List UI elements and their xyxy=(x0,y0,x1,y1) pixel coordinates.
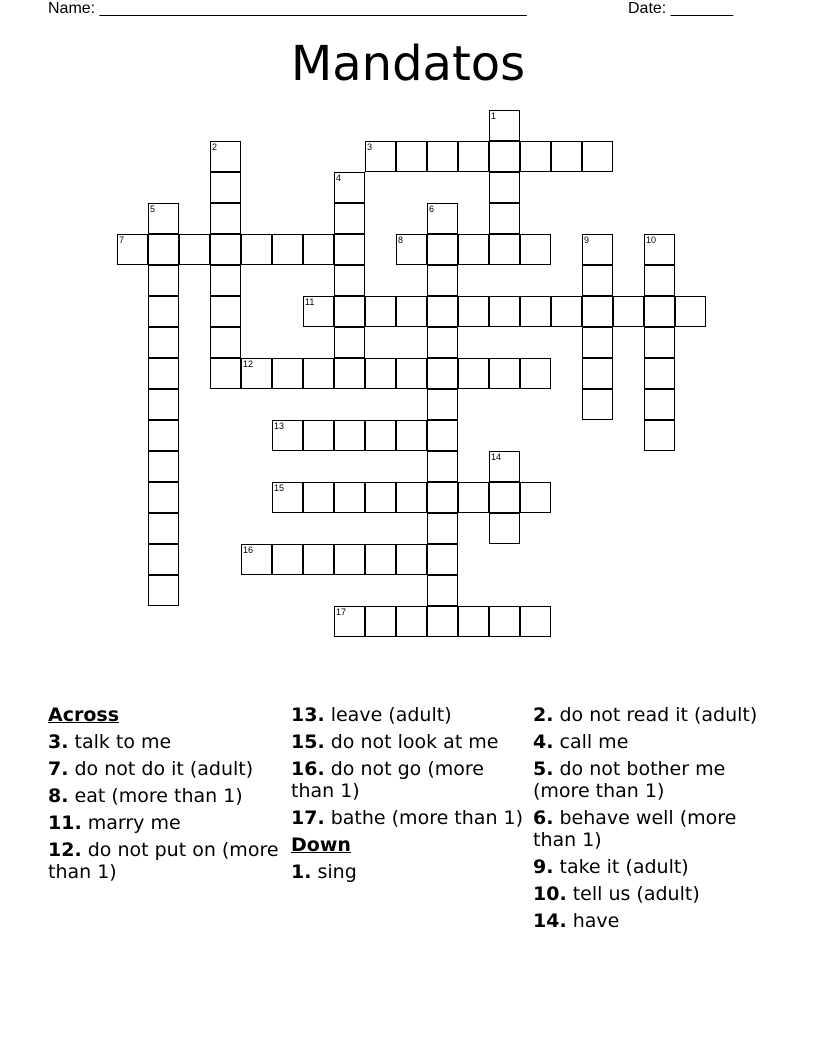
grid-cell[interactable] xyxy=(334,234,365,265)
clue-down-4: 4. call me xyxy=(533,731,629,753)
grid-cell[interactable] xyxy=(396,606,427,637)
grid-cell[interactable] xyxy=(427,420,458,451)
grid-cell[interactable] xyxy=(334,544,365,575)
cell-number: 6 xyxy=(429,204,435,214)
grid-cell[interactable] xyxy=(148,482,179,513)
cell-number: 13 xyxy=(274,421,285,431)
grid-cell[interactable] xyxy=(272,358,303,389)
grid-cell[interactable] xyxy=(241,544,272,575)
cell-number: 11 xyxy=(305,297,315,307)
grid-cell[interactable] xyxy=(489,451,520,482)
grid-cell[interactable] xyxy=(303,234,334,265)
grid-cell[interactable] xyxy=(427,327,458,358)
cell-number: 10 xyxy=(646,235,657,245)
clue-across-16: 16. do not go (more than 1) xyxy=(291,758,484,802)
grid-cell[interactable] xyxy=(365,358,396,389)
grid-cell[interactable] xyxy=(644,265,675,296)
cell-number: 17 xyxy=(336,607,347,617)
grid-cell[interactable] xyxy=(117,234,148,265)
grid-cell[interactable] xyxy=(210,358,241,389)
grid-cell[interactable] xyxy=(458,234,489,265)
grid-cell[interactable] xyxy=(334,327,365,358)
grid-cell[interactable] xyxy=(365,141,396,172)
grid-cell[interactable] xyxy=(520,358,551,389)
grid-cell[interactable] xyxy=(303,358,334,389)
grid-cell[interactable] xyxy=(582,265,613,296)
grid-cell[interactable] xyxy=(148,234,179,265)
grid-cell[interactable] xyxy=(396,296,427,327)
cell-number: 7 xyxy=(119,235,125,245)
grid-cell[interactable] xyxy=(334,172,365,203)
grid-cell[interactable] xyxy=(148,513,179,544)
grid-cell[interactable] xyxy=(427,358,458,389)
grid-cell[interactable] xyxy=(489,358,520,389)
clue-across-3: 3. talk to me xyxy=(48,731,172,753)
down-heading: Down xyxy=(291,834,351,856)
grid-cell[interactable] xyxy=(427,203,458,234)
clue-down-10: 10. tell us (adult) xyxy=(533,883,700,905)
grid-cell[interactable] xyxy=(210,172,241,203)
grid-cell[interactable] xyxy=(210,141,241,172)
cell-number: 14 xyxy=(491,452,502,462)
grid-cell[interactable] xyxy=(489,141,520,172)
grid-cell[interactable] xyxy=(427,575,458,606)
grid-cell[interactable] xyxy=(489,172,520,203)
grid-cell[interactable] xyxy=(334,203,365,234)
grid-cell[interactable] xyxy=(644,234,675,265)
clue-column-2 xyxy=(291,704,527,888)
cell-number: 9 xyxy=(584,235,590,245)
grid-cell[interactable] xyxy=(458,358,489,389)
cell-number: 3 xyxy=(367,142,373,152)
grid-cell[interactable] xyxy=(334,296,365,327)
grid-cell[interactable] xyxy=(582,296,613,327)
grid-cell[interactable] xyxy=(489,513,520,544)
grid-cell[interactable] xyxy=(148,296,179,327)
grid-cell[interactable] xyxy=(644,296,675,327)
cell-number: 4 xyxy=(336,173,342,183)
grid-cell[interactable] xyxy=(334,482,365,513)
grid-cell[interactable] xyxy=(210,265,241,296)
grid-cell[interactable] xyxy=(458,141,489,172)
grid-cell[interactable] xyxy=(582,234,613,265)
grid-cell[interactable] xyxy=(489,203,520,234)
grid-cell[interactable] xyxy=(365,544,396,575)
grid-cell[interactable] xyxy=(551,141,582,172)
clue-down-2: 2. do not read it (adult) xyxy=(533,704,758,726)
clue-across-13: 13. leave (adult) xyxy=(291,704,452,726)
grid-cell[interactable] xyxy=(396,420,427,451)
grid-cell[interactable] xyxy=(272,544,303,575)
grid-cell[interactable] xyxy=(148,265,179,296)
grid-cell[interactable] xyxy=(582,141,613,172)
grid-cell[interactable] xyxy=(148,203,179,234)
cell-number: 15 xyxy=(274,483,285,493)
grid-cell[interactable] xyxy=(396,234,427,265)
grid-cell[interactable] xyxy=(303,482,334,513)
grid-cell[interactable] xyxy=(334,265,365,296)
cell-number: 2 xyxy=(212,142,218,152)
grid-cell[interactable] xyxy=(148,544,179,575)
clue-down-14: 14. have xyxy=(533,910,620,932)
grid-cell[interactable] xyxy=(427,513,458,544)
grid-cell[interactable] xyxy=(489,234,520,265)
clue-down-5: 5. do not bother me (more than 1) xyxy=(533,758,726,802)
grid-cell[interactable] xyxy=(644,358,675,389)
grid-cell[interactable] xyxy=(644,420,675,451)
grid-cell[interactable] xyxy=(427,544,458,575)
grid-cell[interactable] xyxy=(551,296,582,327)
grid-cell[interactable] xyxy=(272,234,303,265)
grid-cell[interactable] xyxy=(365,420,396,451)
grid-cell[interactable] xyxy=(210,296,241,327)
grid-cell[interactable] xyxy=(675,296,706,327)
clue-across-11: 11. marry me xyxy=(48,812,181,834)
grid-cell[interactable] xyxy=(458,606,489,637)
grid-cell[interactable] xyxy=(427,389,458,420)
grid-cell[interactable] xyxy=(334,358,365,389)
clue-down-6: 6. behave well (more than 1) xyxy=(533,807,737,851)
grid-cell[interactable] xyxy=(396,544,427,575)
clue-across-12: 12. do not put on (more than 1) xyxy=(48,839,279,883)
grid-cell[interactable] xyxy=(210,234,241,265)
grid-cell[interactable] xyxy=(520,141,551,172)
grid-cell[interactable] xyxy=(396,482,427,513)
clue-column-3 xyxy=(533,704,769,937)
clue-across-7: 7. do not do it (adult) xyxy=(48,758,254,780)
grid-cell[interactable] xyxy=(334,606,365,637)
name-field[interactable]: Name: ________________________________________________ xyxy=(48,0,527,17)
clue-across-17: 17. bathe (more than 1) xyxy=(291,807,524,829)
grid-cell[interactable] xyxy=(210,327,241,358)
grid-cell[interactable] xyxy=(489,606,520,637)
grid-cell[interactable] xyxy=(179,234,210,265)
grid-cell[interactable] xyxy=(148,389,179,420)
grid-cell[interactable] xyxy=(365,482,396,513)
grid-cell[interactable] xyxy=(520,606,551,637)
cell-number: 16 xyxy=(243,545,254,555)
grid-cell[interactable] xyxy=(644,389,675,420)
grid-cell[interactable] xyxy=(520,482,551,513)
grid-cell[interactable] xyxy=(582,358,613,389)
clue-across-8: 8. eat (more than 1) xyxy=(48,785,243,807)
grid-cell[interactable] xyxy=(148,420,179,451)
grid-cell[interactable] xyxy=(520,234,551,265)
grid-cell[interactable] xyxy=(427,141,458,172)
grid-cell[interactable] xyxy=(365,606,396,637)
grid-cell[interactable] xyxy=(148,327,179,358)
grid-cell[interactable] xyxy=(458,296,489,327)
grid-cell[interactable] xyxy=(613,296,644,327)
grid-cell[interactable] xyxy=(334,420,365,451)
grid-cell[interactable] xyxy=(427,265,458,296)
grid-cell[interactable] xyxy=(148,358,179,389)
grid-cell[interactable] xyxy=(489,482,520,513)
grid-cell[interactable] xyxy=(241,358,272,389)
grid-cell[interactable] xyxy=(396,358,427,389)
grid-cell[interactable] xyxy=(303,296,334,327)
clue-down-1: 1. sing xyxy=(291,861,357,883)
grid-cell[interactable] xyxy=(210,203,241,234)
grid-cell[interactable] xyxy=(427,451,458,482)
grid-cell[interactable] xyxy=(148,451,179,482)
page-title: Mandatos xyxy=(290,36,526,92)
cell-number: 8 xyxy=(398,235,404,245)
grid-cell[interactable] xyxy=(272,420,303,451)
grid-cell[interactable] xyxy=(303,420,334,451)
date-field[interactable]: Date: _______ xyxy=(628,0,733,17)
grid-cell[interactable] xyxy=(396,141,427,172)
grid-cell[interactable] xyxy=(427,606,458,637)
grid-cell[interactable] xyxy=(365,296,396,327)
grid-cell[interactable] xyxy=(427,296,458,327)
cell-number: 12 xyxy=(243,359,254,369)
grid-cell[interactable] xyxy=(148,575,179,606)
grid-cell[interactable] xyxy=(520,296,551,327)
clue-column-1 xyxy=(48,704,284,888)
clue-across-15: 15. do not look at me xyxy=(291,731,499,753)
across-heading: Across xyxy=(48,704,120,726)
clue-down-9: 9. take it (adult) xyxy=(533,856,689,878)
grid-cell[interactable] xyxy=(489,110,520,141)
grid-cell[interactable] xyxy=(427,482,458,513)
grid-cell[interactable] xyxy=(489,296,520,327)
grid-cell[interactable] xyxy=(427,234,458,265)
grid-cell[interactable] xyxy=(241,234,272,265)
grid-cell[interactable] xyxy=(582,389,613,420)
grid-cell[interactable] xyxy=(458,482,489,513)
cell-number: 1 xyxy=(491,111,497,121)
grid-cell[interactable] xyxy=(644,327,675,358)
grid-cell[interactable] xyxy=(272,482,303,513)
cell-number: 5 xyxy=(150,204,156,214)
grid-cell[interactable] xyxy=(582,327,613,358)
grid-cell[interactable] xyxy=(303,544,334,575)
